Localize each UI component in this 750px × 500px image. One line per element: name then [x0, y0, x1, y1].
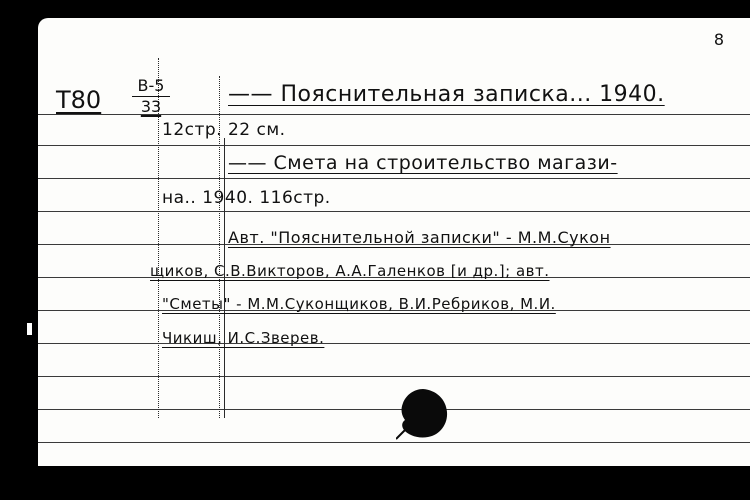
- card-rule: [38, 376, 750, 377]
- card-rule: [38, 211, 750, 212]
- entry-line-authors-2: щиков, С.В.Викторов, А.А.Галенков [и др.]; авт.: [150, 262, 550, 280]
- entry-line-authors-3: "Сметы" - М.М.Суконщиков, В.И.Ребриков, М.И.: [162, 295, 556, 313]
- card-rule: [38, 343, 750, 344]
- call-number-main: T80: [56, 86, 102, 114]
- entry-line-authors-1: Авт. "Пояснительной записки" - М.М.Сукон: [228, 228, 611, 247]
- card-rule: [38, 178, 750, 179]
- entry-line-extent-2: на.. 1940. 116стр.: [162, 188, 331, 208]
- call-number-numerator: В-5: [132, 76, 170, 97]
- card-rule: [38, 409, 750, 410]
- card-rule: [38, 145, 750, 146]
- call-number-fraction: [132, 76, 170, 117]
- catalog-card: [38, 18, 750, 466]
- scan-edge-mark: [27, 323, 32, 335]
- ink-blot: [396, 386, 450, 440]
- call-number-denominator: 33: [140, 97, 162, 116]
- card-rule: [38, 442, 750, 443]
- entry-line-title-2: —— Смета на строительство магази-: [228, 152, 618, 174]
- card-number: 8: [713, 30, 724, 49]
- entry-line-authors-4: Чикиш, И.С.Зверев.: [162, 329, 325, 347]
- entry-line-extent-1: 12стр. 22 см.: [162, 120, 286, 140]
- entry-line-title-1: —— Пояснительная записка... 1940.: [228, 82, 665, 107]
